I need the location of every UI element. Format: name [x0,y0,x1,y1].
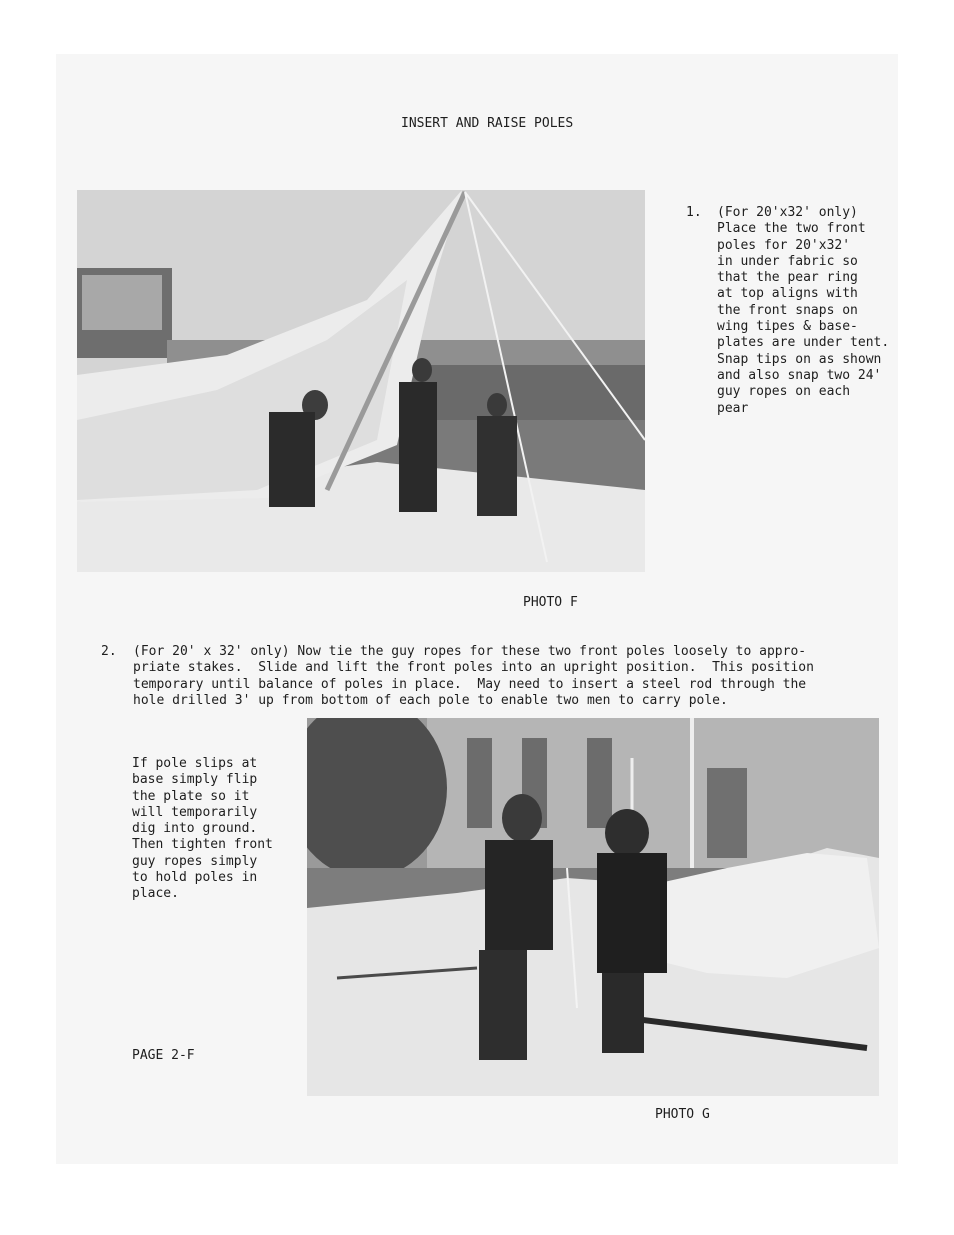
note-line: Then tighten front [132,837,273,853]
photo-f-caption: PHOTO F [523,595,578,610]
step1-line: Place the two front [717,221,866,237]
side-note [132,756,273,903]
step1-line: guy ropes on each [717,384,851,400]
step1-line: at top aligns with [717,286,858,302]
step1-text [717,205,889,417]
note-line: to hold poles in [132,870,258,886]
step1-line: pear [717,400,749,416]
step2-line: temporary until balance of poles in place. May need to insert a steel rod through the [133,676,807,692]
note-line: dig into ground. [132,821,258,837]
step1-line: that the pear ring [717,270,858,286]
step1-line: in under fabric so [717,253,858,269]
photo-f [77,190,645,572]
note-line: If pole slips at [132,756,258,771]
step1-line: Snap tips on as shown [717,351,882,367]
page-label: PAGE 2-F [132,1048,195,1063]
photo-g [307,718,879,1096]
step2-line: (For 20' x 32' only) Now tie the guy ropes for these two front poles loosely to appro- [133,644,807,659]
step2-line: priate stakes. Slide and lift the front poles into an upright position. This position [133,660,814,676]
step1-line: plates are under tent. [717,335,890,351]
note-line: the plate so it [132,788,250,804]
step1-line: (For 20'x32' only) [717,205,858,220]
note-line: guy ropes simply [132,853,258,869]
note-line: will temporarily [132,804,258,820]
step2-number: 2. [101,644,117,659]
step2-line: hole drilled 3' up from bottom of each pole to enable two men to carry pole. [133,692,728,708]
page-title: INSERT AND RAISE POLES [401,116,574,131]
photo-g-caption: PHOTO G [655,1107,710,1122]
step2-text [133,644,814,709]
step1-line: wing tipes & base- [717,319,858,335]
note-line: place. [132,886,179,902]
note-line: base simply flip [132,772,258,788]
step1-line: poles for 20'x32' [717,237,851,253]
step1-number: 1. [686,205,702,220]
step1-line: and also snap two 24' [717,367,882,383]
step1-line: the front snaps on [717,302,858,318]
